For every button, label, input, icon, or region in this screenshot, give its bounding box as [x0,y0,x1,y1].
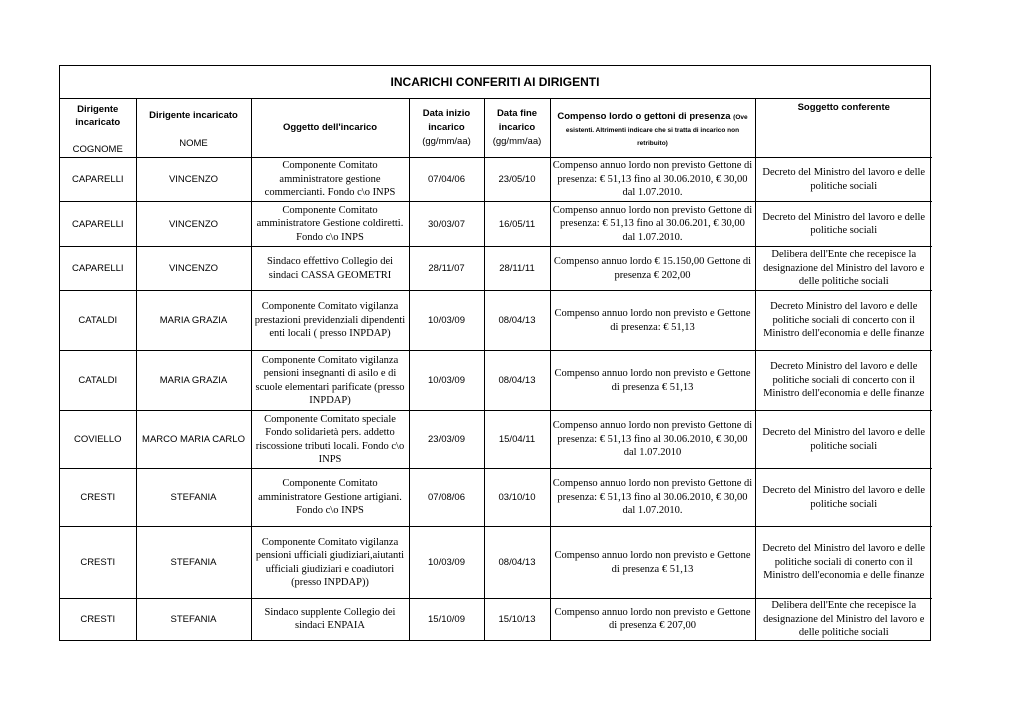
cell-cognome: CRESTI [60,527,136,599]
document-title: INCARICHI CONFERITI AI DIRIGENTI [60,66,930,99]
table-row [60,247,932,291]
cell-nome: STEFANIA [136,469,251,527]
cell-nome: MARIA GRAZIA [136,291,251,351]
cell-data-fine: 08/04/13 [484,351,550,411]
table-row [60,291,932,351]
cell-compenso: Compenso annuo lordo € 15.150,00 Gettone di presenza € 202,00 [550,247,755,291]
cell-compenso: Compenso annuo lordo non previsto e Gettone di presenza: € 51,13 [550,291,755,351]
cell-cognome: CRESTI [60,469,136,527]
cell-cognome: COVIELLO [60,411,136,469]
cell-soggetto: Decreto del Ministro del lavoro e delle politiche sociali [755,469,932,527]
cell-nome: VINCENZO [136,158,251,202]
cell-oggetto: Componente Comitato amministratore gestione commercianti. Fondo c\o INPS [251,158,409,202]
cell-oggetto: Componente Comitato amministratore Gestione artigiani. Fondo c\o INPS [251,469,409,527]
cell-data-inizio: 10/03/09 [409,291,484,351]
cell-data-inizio: 10/03/09 [409,527,484,599]
cell-data-fine: 08/04/13 [484,291,550,351]
cell-data-fine: 28/11/11 [484,247,550,291]
cell-cognome: CAPARELLI [60,158,136,202]
cell-compenso: Compenso annuo lordo non previsto Gettone di presenza: € 51,13 fino al 30.06.2010, € 30,00 dal 1.07.2010. [550,158,755,202]
cell-data-fine: 16/05/11 [484,202,550,247]
cell-data-fine: 03/10/10 [484,469,550,527]
header-data-fine: Data fine incarico (gg/mm/aa) [484,99,550,158]
cell-oggetto: Sindaco supplente Collegio dei sindaci ENPAIA [251,599,409,640]
header-cognome: Dirigente incaricato COGNOME [60,99,136,158]
cell-data-inizio: 15/10/09 [409,599,484,640]
cell-data-inizio: 30/03/07 [409,202,484,247]
cell-data-fine: 15/04/11 [484,411,550,469]
table-row [60,202,932,247]
cell-soggetto: Delibera dell'Ente che recepisce la designazione del Ministro del lavoro e delle politiche sociali [755,599,932,640]
cell-compenso: Compenso annuo lordo non previsto e Gettone di presenza € 51,13 [550,527,755,599]
cell-compenso: Compenso annuo lordo non previsto Gettone di presenza: € 51,13 fino al 30.06.201, € 30,00 dal 1.07.2010. [550,202,755,247]
cell-data-inizio: 28/11/07 [409,247,484,291]
cell-data-inizio: 23/03/09 [409,411,484,469]
cell-soggetto: Decreto del Ministro del lavoro e delle politiche sociali di conerto con il Ministro dell'economia e delle finanze [755,527,932,599]
cell-data-fine: 15/10/13 [484,599,550,640]
cell-soggetto: Decreto del Ministro del lavoro e delle politiche sociali [755,158,932,202]
cell-cognome: CAPARELLI [60,247,136,291]
cell-oggetto: Componente Comitato vigilanza pensioni ufficiali giudiziari,aiutanti ufficiali giudiziari e coadiutori (presso INPDAP)) [251,527,409,599]
cell-nome: MARIA GRAZIA [136,351,251,411]
cell-oggetto: Componente Comitato speciale Fondo solidarietà pers. addetto riscossione tributi locali. Fondo c\o INPS [251,411,409,469]
header-soggetto: Soggetto conferente [755,99,932,158]
cell-compenso: Compenso annuo lordo non previsto Gettone di presenza: € 51,13 fino al 30.06.2010, € 30,00 dal 1.07.2010. [550,469,755,527]
cell-nome: VINCENZO [136,247,251,291]
cell-oggetto: Componente Comitato vigilanza pensioni insegnanti di asilo e di scuole elementari parificate (presso INPDAP) [251,351,409,411]
table-row [60,351,932,411]
cell-data-inizio: 07/04/06 [409,158,484,202]
cell-data-fine: 08/04/13 [484,527,550,599]
cell-nome: VINCENZO [136,202,251,247]
table-row [60,158,932,202]
header-row [60,99,932,158]
cell-nome: STEFANIA [136,599,251,640]
cell-cognome: CRESTI [60,599,136,640]
table-row [60,411,932,469]
cell-oggetto: Sindaco effettivo Collegio dei sindaci CASSA GEOMETRI [251,247,409,291]
cell-nome: MARCO MARIA CARLO [136,411,251,469]
cell-soggetto: Decreto Ministro del lavoro e delle politiche sociali di concerto con il Ministro dell'economia e delle finanze [755,291,932,351]
cell-compenso: Compenso annuo lordo non previsto e Gettone di presenza € 51,13 [550,351,755,411]
cell-soggetto: Delibera dell'Ente che recepisce la designazione del Ministro del lavoro e delle politiche sociali [755,247,932,291]
header-data-inizio: Data inizio incarico (gg/mm/aa) [409,99,484,158]
cell-oggetto: Componente Comitato vigilanza prestazioni previdenziali dipendenti enti locali ( presso INPDAP) [251,291,409,351]
incarichi-table [60,99,932,640]
cell-cognome: CATALDI [60,351,136,411]
cell-oggetto: Componente Comitato amministratore Gestione coldiretti. Fondo c\o INPS [251,202,409,247]
header-compenso: Compenso lordo o gettoni di presenza (Ove esistenti. Altrimenti indicare che si tratta di incarico non retribuito) [550,99,755,158]
cell-nome: STEFANIA [136,527,251,599]
document-sheet [59,65,931,641]
cell-compenso: Compenso annuo lordo non previsto e Gettone di presenza € 207,00 [550,599,755,640]
cell-data-fine: 23/05/10 [484,158,550,202]
header-oggetto: Oggetto dell'incarico [251,99,409,158]
table-row [60,527,932,599]
cell-soggetto: Decreto del Ministro del lavoro e delle politiche sociali [755,202,932,247]
cell-soggetto: Decreto del Ministro del lavoro e delle politiche sociali [755,411,932,469]
cell-compenso: Compenso annuo lordo non previsto Gettone di presenza: € 51,13 fino al 30.06.2010, € 30,00 dal 1.07.2010 [550,411,755,469]
cell-data-inizio: 10/03/09 [409,351,484,411]
cell-cognome: CATALDI [60,291,136,351]
cell-data-inizio: 07/08/06 [409,469,484,527]
header-nome: Dirigente incaricato NOME [136,99,251,158]
table-row [60,599,932,640]
table-row [60,469,932,527]
cell-soggetto: Decreto Ministro del lavoro e delle politiche sociali di concerto con il Ministro dell'economia e delle finanze [755,351,932,411]
cell-cognome: CAPARELLI [60,202,136,247]
